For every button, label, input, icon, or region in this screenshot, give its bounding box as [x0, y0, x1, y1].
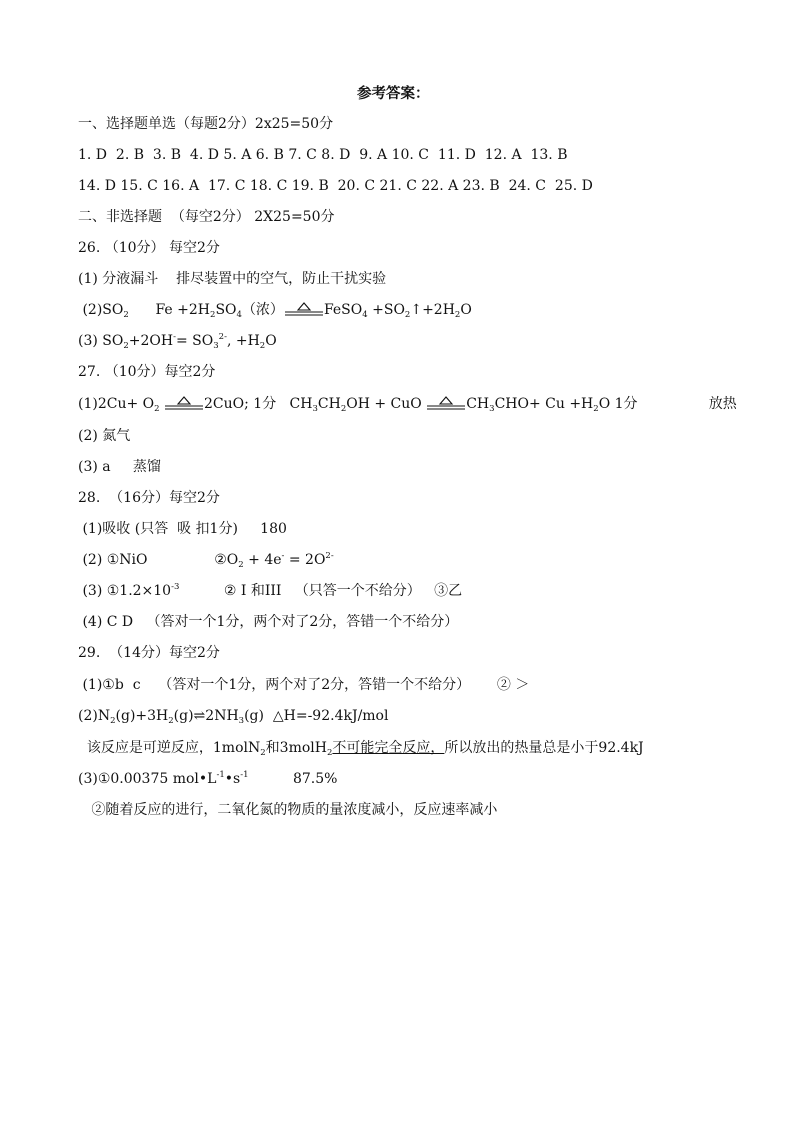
text-segment: 不可能完全反应，	[332, 740, 445, 756]
text-segment: (g)⇌2NH	[173, 708, 239, 724]
text-segment: (1)2Cu+ O	[78, 396, 155, 412]
answer-line-mc1	[78, 145, 568, 165]
text-segment: (3)①0.00375 mol•L	[78, 771, 217, 787]
heating-condition-icon	[284, 302, 324, 316]
text-segment: 2	[210, 310, 216, 320]
text-segment: ② I 和III （只答一个不给分） ③乙	[179, 583, 463, 599]
text-segment: 2	[168, 716, 174, 726]
text-segment: , +H	[226, 333, 260, 349]
answer-line-q27-3	[78, 457, 161, 477]
text-segment: OH + CuO	[346, 396, 427, 412]
text-segment: ②随着反应的进行，二氧化氮的物质的量浓度减小，反应速率减小	[78, 802, 498, 818]
text-segment: 一、选择题单选（每题2分）2x25=50分	[78, 116, 334, 132]
answer-line-q27-2	[78, 426, 130, 446]
text-segment: 3	[312, 404, 318, 414]
answer-line-q29-3b	[78, 800, 497, 820]
text-segment: = 2O	[284, 552, 326, 568]
text-segment: 2	[326, 748, 333, 758]
text-segment: -1	[240, 770, 249, 780]
answer-line-q26	[78, 238, 220, 258]
text-segment: 2	[260, 748, 266, 758]
text-segment: 14. D 15. C 16. A 17. C 18. C 19. B 20. C 21. C 22. A 23. B 24. C 25. D	[78, 178, 593, 194]
text-segment: -1	[216, 770, 225, 780]
text-segment: •s	[224, 771, 241, 787]
text-segment: 2	[238, 560, 244, 570]
answer-line-q28-4	[78, 612, 458, 632]
answer-line-q29	[78, 643, 220, 663]
text-segment: （浓）	[241, 302, 284, 318]
text-segment: 2	[154, 404, 160, 414]
text-segment: FeSO	[323, 302, 363, 318]
text-segment: CHO+ Cu +H	[494, 396, 594, 412]
text-segment: (3) SO	[78, 333, 124, 349]
text-segment: 4	[362, 310, 368, 320]
text-segment: (3) a 蒸馏	[78, 459, 161, 475]
text-segment: 2	[123, 341, 129, 351]
heating-condition-icon	[426, 396, 466, 410]
text-segment: 2-	[218, 332, 227, 342]
answer-line-q27-1	[78, 394, 737, 414]
text-segment: 该反应是可逆反应，1molN	[78, 740, 261, 756]
text-segment: 4	[236, 310, 242, 320]
text-segment: +SO	[367, 302, 405, 318]
answer-line-q26-1	[78, 269, 386, 289]
text-segment: 和3molH	[265, 740, 327, 756]
answer-line-q29-2	[78, 706, 388, 726]
text-segment: (2) ①NiO ②O	[78, 552, 239, 568]
text-segment: = SO	[175, 333, 214, 349]
answer-line-q28	[78, 488, 220, 508]
text-segment: 2	[340, 404, 347, 414]
answer-line-section2	[78, 207, 335, 227]
text-segment: 3	[238, 716, 245, 726]
text-segment: (2)SO	[78, 302, 124, 318]
answer-line-q28-2	[78, 550, 334, 570]
text-segment: CH	[317, 396, 341, 412]
text-segment: O 1分 放热	[598, 396, 737, 412]
text-segment: 所以放出的热量总是小于92.4kJ	[444, 740, 644, 756]
text-segment: 2	[593, 404, 599, 414]
answer-line-mc2	[78, 176, 593, 196]
text-segment: (1)吸收 (只答 吸 扣1分) 180	[78, 521, 287, 537]
text-segment: 2	[123, 310, 129, 320]
text-segment: 29. （14分）每空2分	[78, 645, 220, 661]
text-segment: +2OH	[128, 333, 174, 349]
text-segment: O	[265, 333, 277, 349]
text-segment: (g)+3H	[115, 708, 169, 724]
text-segment: 2	[259, 341, 266, 351]
text-segment: CH	[466, 396, 490, 412]
text-segment: 87.5%	[248, 771, 338, 787]
text-segment: 2-	[325, 551, 334, 561]
answer-line-section1	[78, 114, 333, 134]
text-segment: O	[460, 302, 472, 318]
text-segment: (3) ①1.2×10	[78, 583, 172, 599]
answer-line-q28-3	[78, 581, 462, 601]
text-segment: 26. （10分） 每空2分	[78, 240, 220, 256]
answer-line-q29-2b	[78, 738, 644, 758]
answer-line-q29-3	[78, 769, 337, 789]
text-segment: 1. D 2. B 3. B 4. D 5. A 6. B 7. C 8. D 9. A 10. C 11. D 12. A 13. B	[78, 147, 568, 163]
text-segment: 27. （10分）每空2分	[78, 364, 216, 380]
text-segment: Fe +2H	[128, 302, 211, 318]
text-segment: 二、非选择题 （每空2分） 2X25=50分	[78, 209, 335, 225]
text-segment: 2	[454, 310, 461, 320]
text-segment: (2)N	[78, 708, 111, 724]
page-title: 参考答案：	[357, 85, 430, 102]
text-segment: (4) C D （答对一个1分，两个对了2分，答错一个不给分）	[78, 614, 459, 630]
text-segment: 2	[110, 716, 116, 726]
text-segment: 2CuO; 1分 CH	[204, 396, 313, 412]
text-segment: (1)①b c （答对一个1分，两个对了2分，答错一个不给分） ② ＞	[78, 677, 530, 693]
text-segment: SO	[215, 302, 237, 318]
text-segment: (2) 氮气	[78, 428, 131, 444]
answer-line-q29-1	[78, 675, 529, 695]
text-segment: -	[173, 332, 176, 342]
text-segment: 3	[489, 404, 495, 414]
text-segment: (1) 分液漏斗 排尽装置中的空气，防止干扰实验	[78, 271, 387, 287]
text-segment: -3	[171, 582, 180, 592]
text-segment: (g) △H=-92.4kJ/mol	[244, 708, 389, 724]
answer-line-q26-3	[78, 331, 277, 351]
text-segment: 3	[213, 341, 219, 351]
text-segment: -	[281, 551, 285, 561]
text-segment: ↑+2H	[410, 302, 455, 318]
text-segment: + 4e	[243, 552, 282, 568]
answer-line-q26-2	[78, 300, 472, 320]
answer-line-q27	[78, 362, 215, 382]
text-segment: 2	[404, 310, 411, 320]
heating-condition-icon	[164, 396, 204, 410]
text-segment: 28. （16分）每空2分	[78, 490, 220, 506]
answer-line-q28-1	[78, 519, 287, 539]
